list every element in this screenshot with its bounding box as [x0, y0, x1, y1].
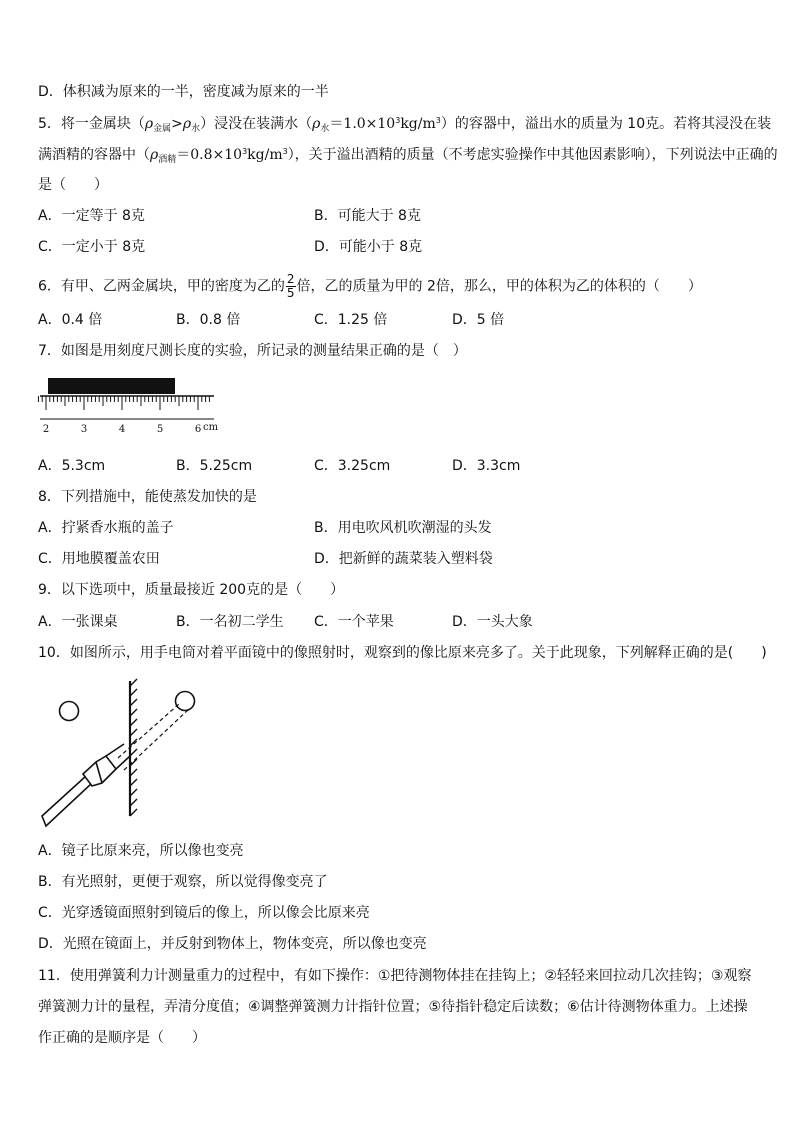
q5-option-b[interactable]: B．可能大于 8克 — [314, 208, 421, 224]
ruler-label: 3 — [80, 424, 88, 435]
q10-option-a[interactable]: A．镜子比原来亮，所以像也变亮 — [38, 843, 244, 859]
ruler-label: 2 — [42, 424, 50, 435]
q8-option-a[interactable]: A．拧紧香水瓶的盖子 — [38, 520, 174, 536]
q10-stem: 10．如图所示，用手电筒对着平面镜中的像照射时，观察到的像比原来亮多了。关于此现象，下列解释正确的是( ) — [38, 645, 767, 661]
q4-option-d: D．体积减为原来的一半，密度减为原来的一半 — [38, 84, 329, 100]
mirror-flashlight-figure — [36, 676, 206, 836]
q7-option-d[interactable]: D．3.3cm — [452, 458, 521, 474]
ruler-label: 6 — [194, 424, 202, 435]
q11-stem-line3: 作正确的是顺序是（ ） — [38, 1030, 206, 1046]
q8-option-b[interactable]: B．用电吹风机吹潮湿的头发 — [314, 520, 492, 536]
q11-stem-line2: 弹簧测力计的量程，弄清分度值；④调整弹簧测力计指针位置；⑤待指针稳定后读数；⑥估计待测物体重力。上述操 — [38, 999, 748, 1015]
q6-option-d[interactable]: D．5 倍 — [452, 312, 505, 328]
q9-option-d[interactable]: D．一头大象 — [452, 614, 533, 630]
q6-option-c[interactable]: C．1.25 倍 — [314, 312, 388, 328]
plane-mirror — [130, 679, 137, 816]
q10-option-d[interactable]: D．光照在镜面上，并反射到物体上，物体变亮，所以像也变亮 — [38, 936, 427, 952]
q9-option-b[interactable]: B．一名初二学生 — [176, 614, 284, 630]
q5-stem-line1: 5．将一金属块$(\rho_{金属}>\rho_水)$浸没在装满水$(\rho_水=1.0\times 10^3kg/m^3)$的容器中，溢出水的质量为 10克。若将其浸没在装 — [38, 116, 772, 134]
ruler-figure — [36, 376, 226, 438]
q8-option-d[interactable]: D．把新鲜的蔬菜装入塑料袋 — [314, 551, 493, 567]
q6-fraction: $\frac{2}{5}$ — [286, 272, 295, 300]
q9-stem: 9．以下选项中，质量最接近 200克的是（ ） — [38, 582, 345, 598]
q5-option-a[interactable]: A．一定等于 8克 — [38, 208, 145, 224]
q7-option-c[interactable]: C．3.25cm — [314, 458, 391, 474]
q8-option-c[interactable]: C．用地膜覆盖农田 — [38, 551, 160, 567]
q9-option-c[interactable]: C．一个苹果 — [314, 614, 394, 630]
q8-stem: 8．下列措施中，能使蒸发加快的是 — [38, 489, 257, 505]
q5-option-c[interactable]: C．一定小于 8克 — [38, 239, 146, 255]
q7-stem: 7．如图是用刻度尺测长度的实验，所记录的测量结果正确的是（ ） — [38, 343, 467, 359]
q7-option-b[interactable]: B．5.25cm — [176, 458, 253, 474]
q6-option-a[interactable]: A．0.4 倍 — [38, 312, 103, 328]
object-ball — [60, 702, 79, 721]
image-ball — [176, 692, 195, 711]
measured-block — [48, 378, 175, 394]
q5-stem-line2: 满酒精的容器中$(\rho_{酒精}=0.8\times 10^3kg/m^3)$，关于溢出酒精的质量（不考虑实验操作中其他因素影响），下列说法中正确的 — [38, 147, 778, 165]
q10-option-c[interactable]: C．光穿透镜面照射到镜后的像上，所以像会比原来亮 — [38, 905, 370, 921]
ruler-unit: cm — [203, 422, 219, 433]
q7-option-a[interactable]: A．5.3cm — [38, 458, 106, 474]
ruler-label: 4 — [118, 424, 126, 435]
q11-stem-line1: 11．使用弹簧利力计测量重力的过程中，有如下操作：①把待测物体挂在挂钩上；②轻轻来回拉动几次挂钩；③观察 — [38, 968, 752, 984]
q6-option-b[interactable]: B．0.8 倍 — [176, 312, 241, 328]
flashlight — [42, 744, 130, 826]
ruler-label: 5 — [156, 424, 164, 435]
q5-option-d[interactable]: D．可能小于 8克 — [314, 239, 423, 255]
q9-option-a[interactable]: A．一张课桌 — [38, 614, 118, 630]
q6-stem: 6．有甲、乙两金属块，甲的密度为乙的 $\frac{2}{5}$ 倍，乙的质量为甲的 2倍，那么，甲的体积为乙的体积的（ ） — [38, 272, 702, 300]
q5-stem-line3: 是（ ） — [38, 177, 108, 193]
q10-option-b[interactable]: B．有光照射，更便于观察，所以觉得像变亮了 — [38, 874, 328, 890]
light-beams-dashed — [118, 704, 189, 770]
